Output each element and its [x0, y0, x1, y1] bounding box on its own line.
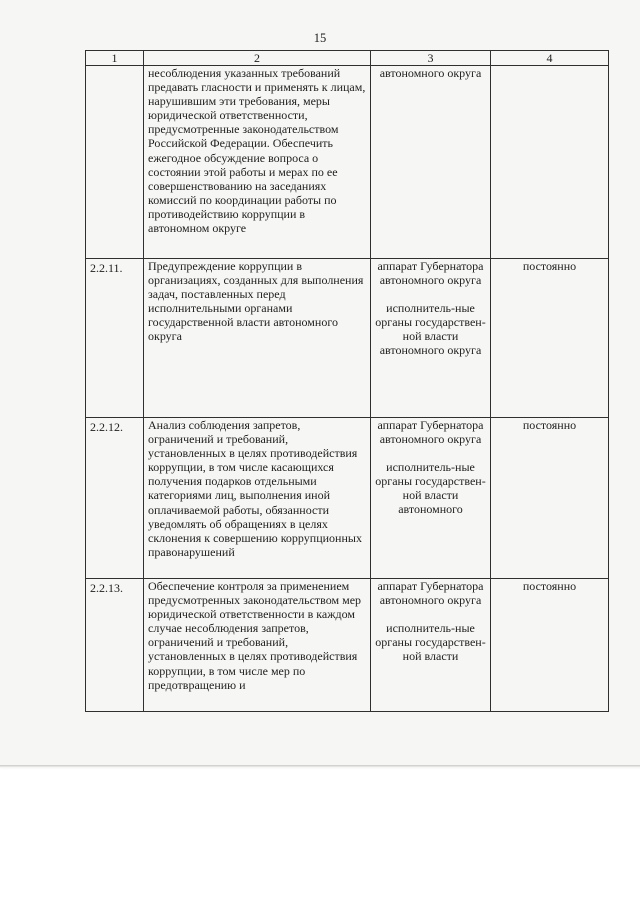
responsible-secondary: исполнитель-ные органы государствен-ной власти автономного округа [375, 301, 486, 358]
responsible-primary: аппарат Губернатора автономного округа [377, 259, 484, 288]
measure-text: Анализ соблюдения запретов, ограничений и требований, установленных в целях противодействия коррупции, в том числе касающихся получения подарков отдельными категориями лиц, выполнения иной оплачиваемой работы, обязанности уведомлять об обращениях в целях склонения к совершению коррупционных правонарушений [144, 418, 371, 579]
header-col-4: 4 [491, 51, 609, 66]
term-cell: постоянно [491, 579, 609, 712]
header-col-1: 1 [86, 51, 144, 66]
responsible-cell [371, 259, 491, 418]
measure-text: Обеспечение контроля за применением предусмотренных законодательством мер юридической ответственности в каждом случае несоблюдения запретов, ограничений и требований, установленных в целях противодействия коррупции, в том числе мер по предотвращению и [144, 579, 371, 712]
term-cell [491, 66, 609, 259]
responsible-primary: аппарат Губернатора автономного округа [377, 579, 484, 608]
page-number: 15 [313, 31, 327, 45]
responsible-cell [371, 418, 491, 579]
responsible-primary: автономного округа [379, 66, 482, 80]
page-edge-shadow [0, 765, 640, 768]
term-cell: постоянно [491, 259, 609, 418]
measure-text: несоблюдения указанных требований предавать гласности и применять к лицам, нарушившим эти требования, меры юридической ответственности, предусмотренные законодательством Российской Федерации. Обеспечить ежегодное обсуждение вопроса о состоянии этой работы и мерах по ее совершенствованию на заседаниях комиссий по координации работы по противодействию коррупции в автономном округе [144, 66, 371, 259]
row-number: 2.2.11. [86, 259, 144, 418]
table-row [86, 259, 609, 418]
table-header-row [86, 51, 609, 66]
measures-table [85, 50, 609, 712]
responsible-primary: аппарат Губернатора автономного округа [377, 418, 484, 447]
table-row [86, 66, 609, 259]
term-cell: постоянно [491, 418, 609, 579]
responsible-secondary: исполнитель-ные органы государствен-ной власти [375, 621, 486, 664]
row-number: 2.2.12. [86, 418, 144, 579]
table-row [86, 418, 609, 579]
responsible-cell [371, 66, 491, 259]
responsible-secondary: исполнитель-ные органы государствен-ной власти автономного [375, 460, 486, 517]
header-col-3: 3 [371, 51, 491, 66]
row-number: 2.2.13. [86, 579, 144, 712]
measure-text: Предупреждение коррупции в организациях, созданных для выполнения задач, поставленных перед исполнительными органами государственной власти автономного округа [144, 259, 371, 418]
table-row [86, 579, 609, 712]
row-number [86, 66, 144, 259]
responsible-cell [371, 579, 491, 712]
header-col-2: 2 [144, 51, 371, 66]
